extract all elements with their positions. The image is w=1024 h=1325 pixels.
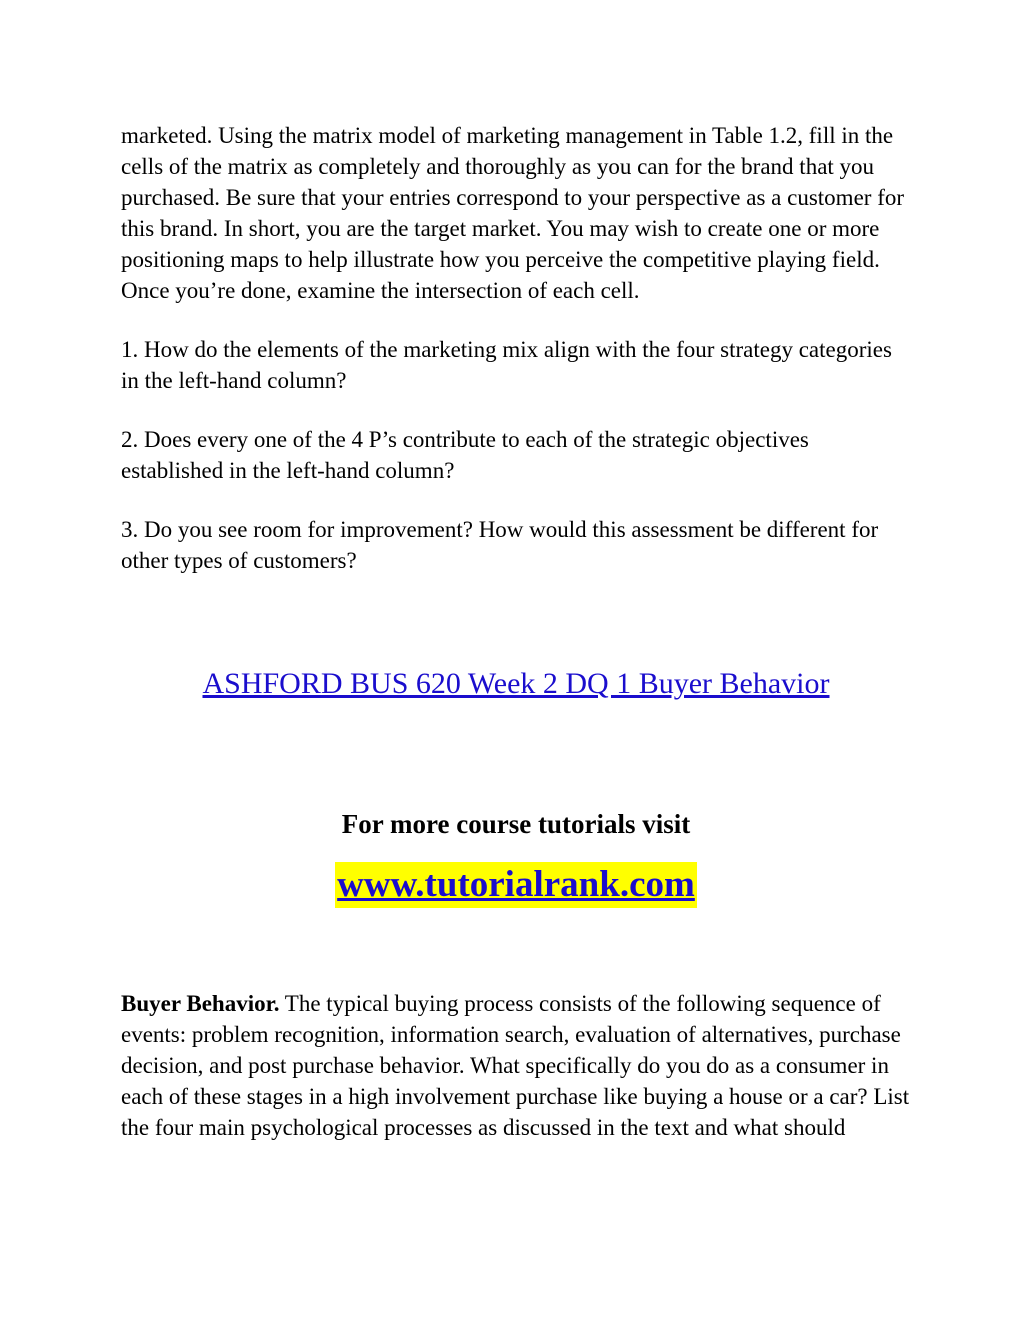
question-3: 3. Do you see room for improvement? How would this assessment be different for other types of customers? [121, 517, 879, 573]
course-link[interactable]: ASHFORD BUS 620 Week 2 DQ 1 Buyer Behavior [202, 667, 830, 700]
course-link-line [121, 666, 911, 702]
buyer-behavior-text: The typical buying process consists of the following sequence of events: problem recognition, information search, evaluation of alternatives, purchase decision, and post purchase behavior. What specifically do you do as a consumer in each of these stages in a high involvement purchase like buying a house or a car? List the four main psychological processes as discussed in the text and what should [121, 991, 910, 1140]
question-1: 1. How do the elements of the marketing mix align with the four strategy categories in the left-hand column? [121, 337, 892, 393]
intro-paragraph: marketed. Using the matrix model of marketing management in Table 1.2, fill in the cells of the matrix as completely and thoroughly as you can for the brand that you purchased. Be sure that your entries correspond to your perspective as a customer for this brand. In short, you are the target market. You may wish to create one or more positioning maps to help illustrate how you perceive the competitive playing field. Once you’re done, examine the intersection of each cell. [121, 123, 905, 303]
visit-heading: For more course tutorials visit [341, 809, 691, 839]
question-2: 2. Does every one of the 4 P’s contribute to each of the strategic objectives established in the left-hand column? [121, 427, 809, 483]
site-link[interactable]: www.tutorialrank.com [337, 864, 695, 905]
site-link-line [121, 862, 911, 908]
site-link-highlight [335, 862, 697, 908]
buyer-behavior-heading: Buyer Behavior. [121, 991, 280, 1016]
buyer-behavior-paragraph [121, 988, 911, 1143]
document-page [121, 120, 911, 1143]
